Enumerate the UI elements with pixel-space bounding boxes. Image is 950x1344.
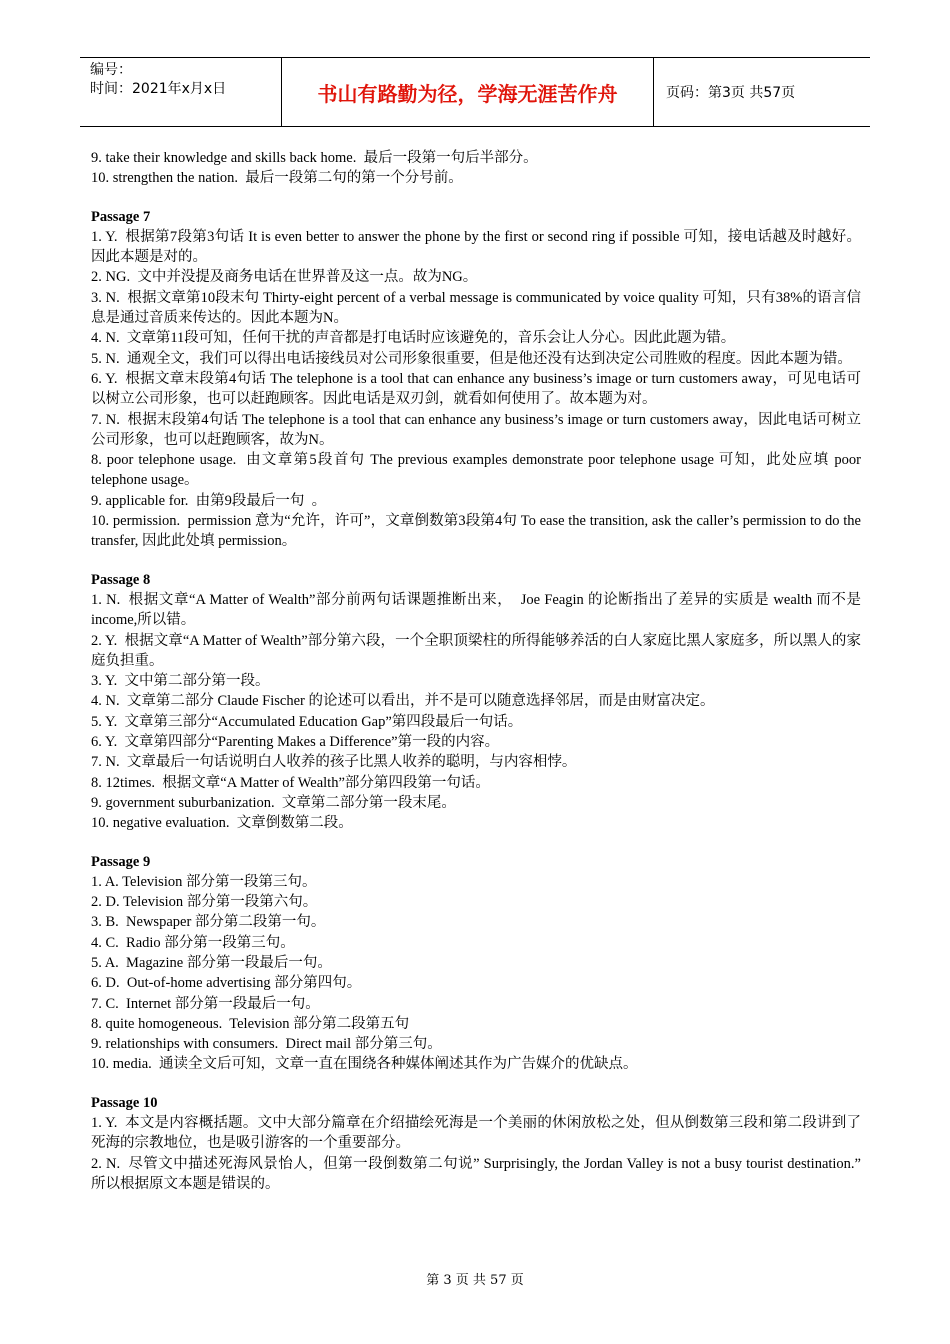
- passage-title: Passage 9: [91, 853, 151, 870]
- answer-line: 6. D. Out-of-home advertising 部分第四句。: [91, 975, 362, 992]
- passage-section: [91, 207, 865, 552]
- answer-line: 7. N. 文章最后一句话说明白人收养的孩子比黑人收养的聪明，与内容相悖。: [91, 754, 577, 771]
- answer-line: 1. Y. 根据第7段第3句话 It is even better to answer the phone by the first or second ring if possible 可知，接电话越及时越好。因此本题是对的。: [91, 228, 861, 266]
- answer-line: 1. N. 根据文章“A Matter of Wealth”部分前两句话课题推断出来， Joe Feagin 的论断指出了差异的实质是 wealth 而不是 income,所以错。: [91, 591, 865, 629]
- answer-line: 10. permission. permission 意为“允许，许可”，文章倒数第3段第4句 To ease the transition, ask the caller’s permission to do the transfer, 因此此处填 permission。: [91, 513, 865, 550]
- answer-line: 3. B. Newspaper 部分第二段第一句。: [91, 914, 326, 931]
- document-number-label: 编号：: [90, 62, 132, 78]
- page-footer: 第 3 页 共 57 页: [426, 1273, 524, 1288]
- answer-line: 9. applicable for. 由第9段最后一句 。: [91, 492, 327, 509]
- answer-line: 10. media. 通读全文后可知，文章一直在围绕各种媒体阐述其作为广告媒介的优缺点。: [91, 1056, 638, 1073]
- answer-line: 8. quite homogeneous. Television 部分第二段第五句: [91, 1015, 410, 1032]
- header-meta: [80, 58, 281, 126]
- passage-title: Passage 8: [91, 571, 151, 588]
- answer-line: 5. A. Magazine 部分第一段最后一句。: [91, 954, 332, 971]
- header-page-label: 页码：第3页 共57页: [666, 85, 796, 101]
- answer-line: 2. D. Television 部分第一段第六句。: [91, 894, 318, 911]
- passage-title: Passage 10: [91, 1094, 158, 1111]
- answer-line: 6. Y. 文章第四部分“Parenting Makes a Difference”第一段的内容。: [91, 734, 500, 751]
- answer-line: 5. Y. 文章第三部分“Accumulated Education Gap”第四段最后一句话。: [91, 713, 523, 730]
- answer-line: 3. Y. 文中第二部分第一段。: [91, 673, 270, 690]
- answer-line: 8. 12times. 根据文章“A Matter of Wealth”部分第四段第一句话。: [91, 774, 490, 791]
- passage-section: [91, 1093, 865, 1194]
- answer-line: 9. take their knowledge and skills back home. 最后一段第一句后半部分。: [91, 150, 538, 166]
- document-body: [91, 148, 865, 1194]
- answer-line: 4. N. 文章第11段可知，任何干扰的声音都是打电话时应该避免的，音乐会让人分心。因此此题为错。: [91, 330, 736, 347]
- passage-title: Passage 7: [91, 208, 151, 225]
- answer-line: 2. NG. 文中并没提及商务电话在世界普及这一点。故为NG。: [91, 269, 478, 286]
- answer-line: 4. N. 文章第二部分 Claude Fischer 的论述可以看出，并不是可以随意选择邻居，而是由财富决定。: [91, 693, 715, 710]
- answer-line: 2. N. 尽管文中描述死海风景怡人，但第一段倒数第二句说” Surprisingly, the Jordan Valley is not a busy tourist destination.” 所以根据原文本题是错误的。: [91, 1155, 865, 1192]
- passage-section: [91, 852, 861, 1075]
- answer-line: 1. Y. 本文是内容概括题。文中大部分篇章在介绍描绘死海是一个美丽的休闲放松之处，但从倒数第三段和第二段讲到了死海的宗教地位，也是吸引游客的一个重要部分。: [91, 1115, 861, 1152]
- answer-line: 9. relationships with consumers. Direct mail 部分第三句。: [91, 1036, 442, 1053]
- page-header: [80, 57, 870, 127]
- answer-line: 1. A. Television 部分第一段第三句。: [91, 873, 317, 890]
- header-motto: 书山有路勤为径，学海无涯苦作舟: [281, 58, 654, 126]
- answer-line: 10. negative evaluation. 文章倒数第二段。: [91, 815, 353, 832]
- answer-line: 5. N. 通观全文，我们可以得出电话接线员对公司形象很重要，但是他还没有达到决定公司胜败的程度。因此本题为错。: [91, 350, 852, 367]
- document-time-label: 时间：2021年x月x日: [90, 81, 227, 97]
- answer-line: 8. poor telephone usage. 由文章第5段首句 The previous examples demonstrate poor telephone usage 可知，此处应填 poor telephone usage。: [91, 452, 865, 489]
- answer-line: 4. C. Radio 部分第一段第三句。: [91, 934, 295, 951]
- answer-line: 6. Y. 根据文章末段第4句话 The telephone is a tool that can enhance any business’s image or turn customers away，可见电话可以树立公司形象，也可以赶跑顾客。因此电话是双刃剑，就看如何使用了。故本题为对。: [91, 370, 861, 408]
- passage-section: [91, 570, 865, 834]
- answer-line: 9. government suburbanization. 文章第二部分第一段末尾。: [91, 794, 456, 811]
- answer-line: 10. strengthen the nation. 最后一段第二句的第一个分号前。: [91, 170, 463, 187]
- answer-line: 2. Y. 根据文章“A Matter of Wealth”部分第六段，一个全职顶梁柱的所得能够养活的白人家庭比黑人家庭多，所以黑人的家庭负担重。: [91, 632, 861, 669]
- answer-line: 7. N. 根据末段第4句话 The telephone is a tool that can enhance any business’s image or turn customers away，因此电话可树立公司形象，也可以赶跑顾客，故为N。: [91, 411, 861, 448]
- answer-line: 3. N. 根据文章第10段末句 Thirty-eight percent of a verbal message is communicated by voice quality 可知，只有38%的语言信息是通过音质来传达的。因此本题为N。: [91, 289, 861, 327]
- answer-line: 7. C. Internet 部分第一段最后一句。: [91, 995, 320, 1012]
